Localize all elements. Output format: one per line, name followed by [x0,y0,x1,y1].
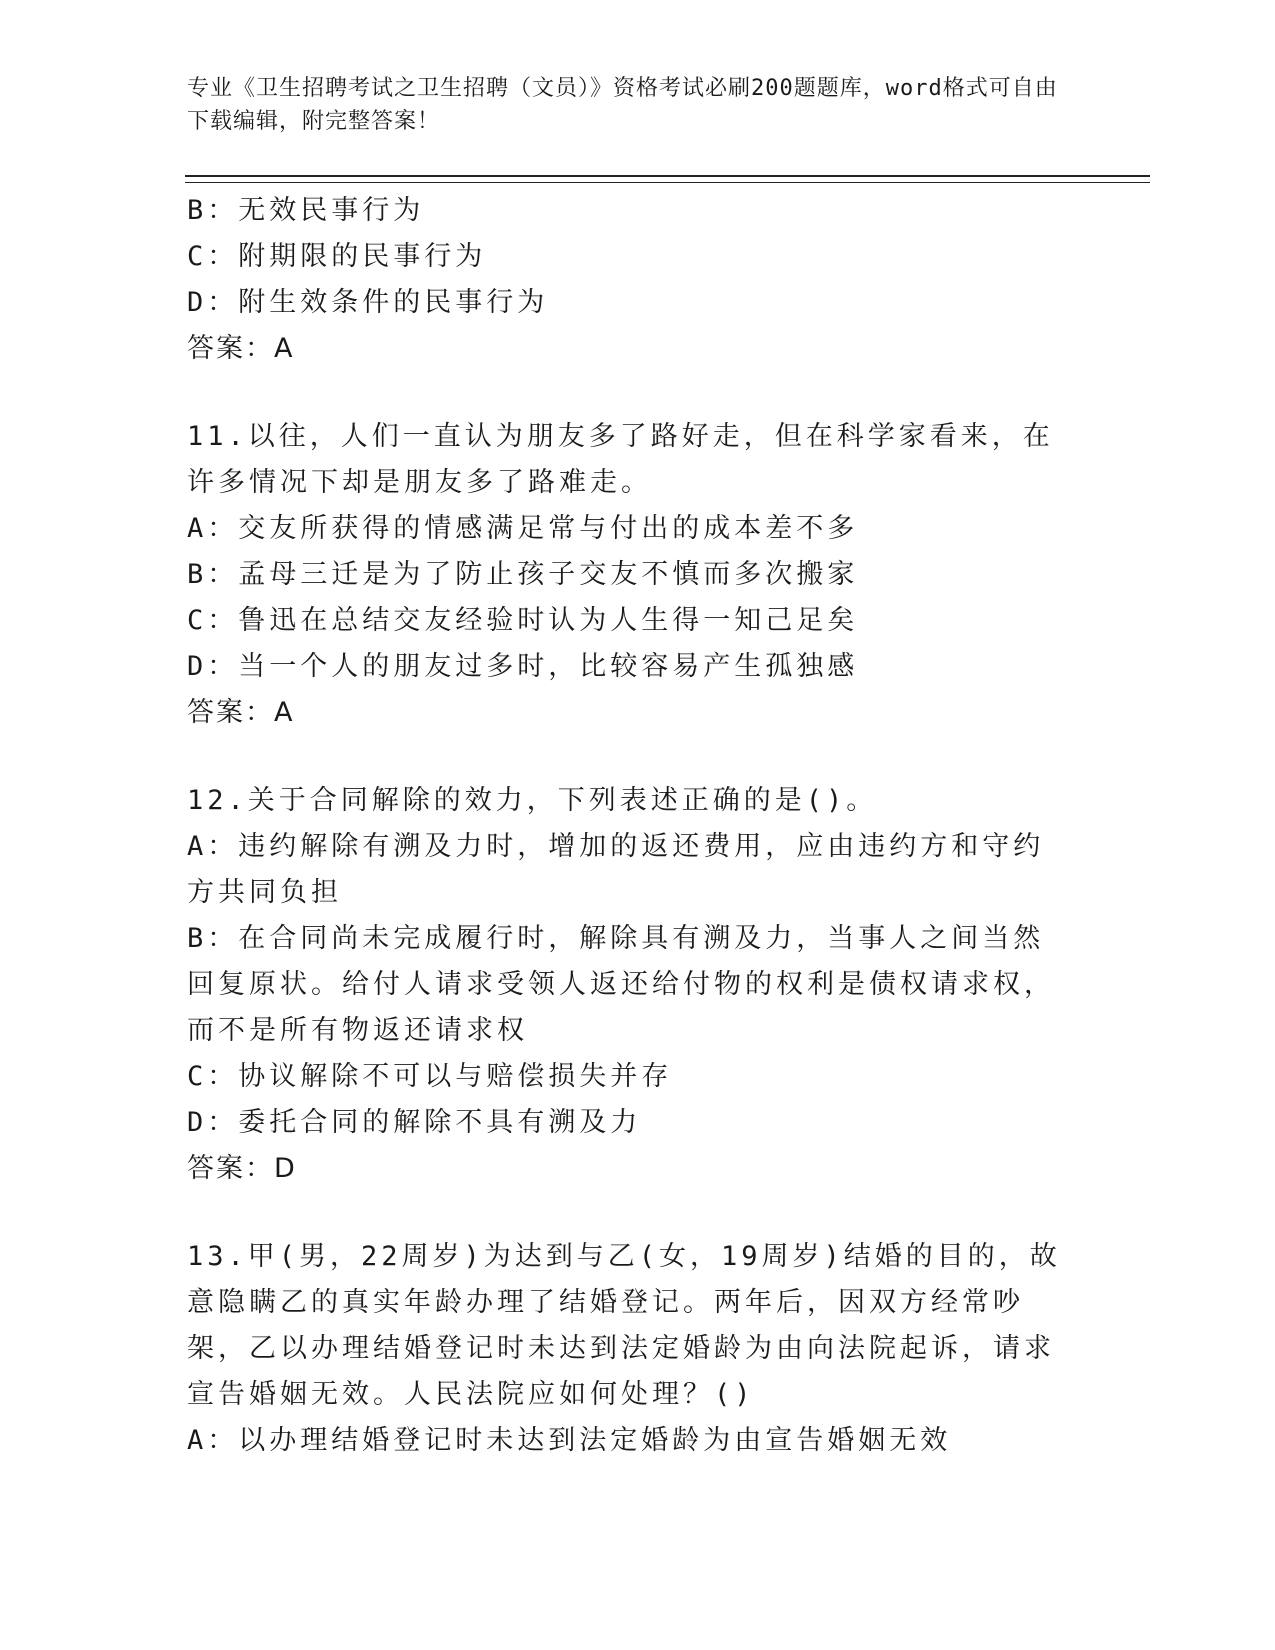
question-stem: 13.甲(男，22周岁)为达到与乙(女，19周岁)结婚的目的，故意隐瞒乙的真实年龄办理了结婚登记。两年后，因双方经常吵架，乙以办理结婚登记时未达到法定婚龄为由向法院起诉，请求宣告婚姻无效。人民法院应如何处理？() [187,1241,1061,1410]
question-10-tail [187,188,1067,372]
question-13 [187,1234,1067,1464]
header-text: 专业《卫生招聘考试之卫生招聘（文员）》资格考试必刷200题题库，word格式可自由下载编辑，附完整答案！ [187,76,1058,134]
option-c: C：鲁迅在总结交友经验时认为人生得一知己足矣 [187,605,859,636]
answer-line: 答案：A [187,333,295,364]
option-a: A：交友所获得的情感满足常与付出的成本差不多 [187,513,859,544]
question-stem: 11.以往，人们一直认为朋友多了路好走，但在科学家看来，在许多情况下却是朋友多了路难走。 [187,421,1054,498]
option-a: A：以办理结婚登记时未达到法定婚龄为由宣告婚姻无效 [187,1425,952,1456]
option-c: C：协议解除不可以与赔偿损失并存 [187,1061,673,1092]
question-list [187,188,1067,1464]
answer-line: 答案：A [187,697,295,728]
spacer [187,1192,1067,1234]
option-d: D：当一个人的朋友过多时，比较容易产生孤独感 [187,651,859,682]
header-divider [185,175,1150,183]
spacer [187,372,1067,414]
option-b: B：无效民事行为 [187,195,425,226]
question-11 [187,414,1067,736]
option-d: D：委托合同的解除不具有溯及力 [187,1107,642,1138]
spacer [187,736,1067,778]
option-a: A：违约解除有溯及力时，增加的返还费用，应由违约方和守约方共同负担 [187,831,1045,908]
option-c: C：附期限的民事行为 [187,241,487,272]
document-header [187,72,1067,138]
option-d: D：附生效条件的民事行为 [187,287,549,318]
option-b: B：孟母三迁是为了防止孩子交友不慎而多次搬家 [187,559,859,590]
question-stem: 12.关于合同解除的效力，下列表述正确的是()。 [187,785,878,816]
option-b: B：在合同尚未完成履行时，解除具有溯及力，当事人之间当然回复原状。给付人请求受领人返还给付物的权利是债权请求权，而不是所有物返还请求权 [187,923,1055,1046]
question-12 [187,778,1067,1192]
answer-line: 答案：D [187,1153,297,1184]
